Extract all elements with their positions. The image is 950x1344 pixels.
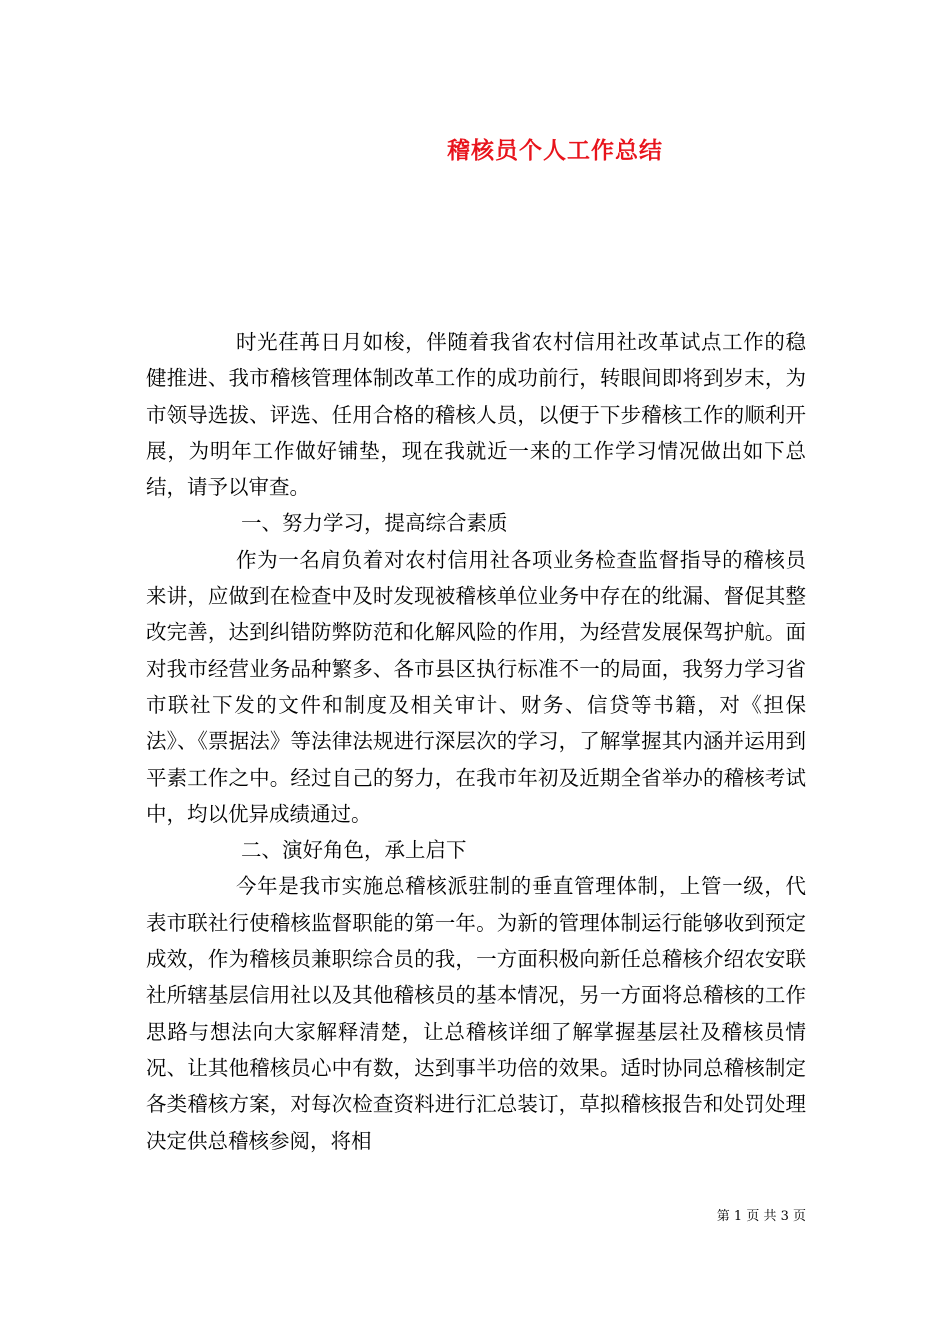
section-heading-1: 一、努力学习，提高综合素质 [241,511,508,536]
document-body [146,324,806,1159]
section-1-paragraph: 作为一名肩负着对农村信用社各项业务检查监督指导的稽核员来讲，应做到在检查中及时发现被稽核单位业务中存在的纰漏、督促其整改完善，达到纠错防弊防范和化解风险的作用，为经营发展保驾护航。面对我市经营业务品种繁多、各市县区执行标准不一的局面，我努力学习省市联社下发的文件和制度及相关审计、财务、信贷等书籍，对《担保法》、《票据法》等法律法规进行深层次的学习，了解掌握其内涵并运用到平素工作之中。经过自己的努力，在我市年初及近期全省举办的稽核考试中，均以优异成绩通过。 [146,547,806,826]
section-heading-2: 二、演好角色，承上启下 [241,838,467,863]
page-number: 第 1 页 共 3 页 [716,1209,806,1224]
intro-paragraph: 时光荏苒日月如梭，伴随着我省农村信用社改革试点工作的稳健推进、我市稽核管理体制改革工作的成功前行，转眼间即将到岁末，为市领导选拔、评选、任用合格的稽核人员，以便于下步稽核工作的顺利开展，为明年工作做好铺垫，现在我就近一来的工作学习情况做出如下总结，请予以审查。 [146,330,806,500]
section-2-paragraph: 今年是我市实施总稽核派驻制的垂直管理体制，上管一级，代表市联社行使稽核监督职能的第一年。为新的管理体制运行能够收到预定成效，作为稽核员兼职综合员的我，一方面积极向新任总稽核介绍农安联社所辖基层信用社以及其他稽核员的基本情况，另一方面将总稽核的工作思路与想法向大家解释清楚，让总稽核详细了解掌握基层社及稽核员情况、让其他稽核员心中有数，达到事半功倍的效果。适时协同总稽核制定各类稽核方案，对每次检查资料进行汇总装订，草拟稽核报告和处罚处理决定供总稽核参阅，将相 [146,874,806,1153]
document-title: 稽核员个人工作总结 [447,137,663,164]
